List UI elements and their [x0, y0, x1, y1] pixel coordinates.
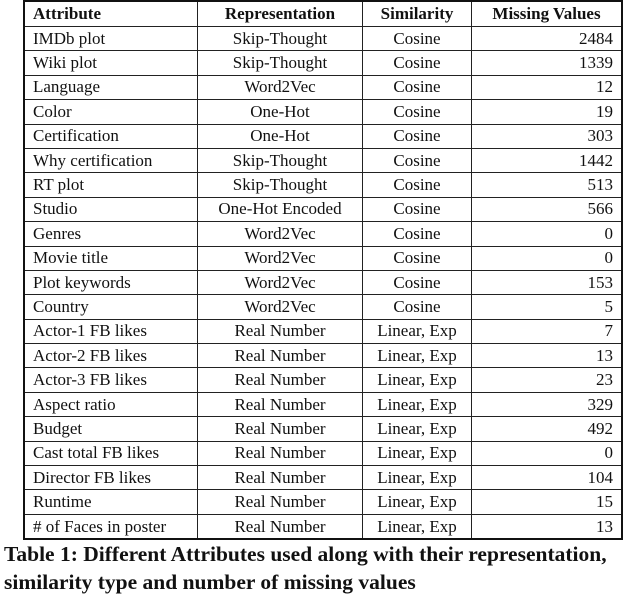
header-attribute: Attribute — [24, 1, 198, 27]
table-row — [24, 490, 622, 514]
missing-values-cell: 329 — [472, 392, 623, 416]
table-row — [24, 344, 622, 368]
similarity-cell: Cosine — [363, 173, 472, 197]
table-row — [24, 392, 622, 416]
similarity-cell: Cosine — [363, 246, 472, 270]
missing-values-cell: 492 — [472, 417, 623, 441]
missing-values-cell: 7 — [472, 319, 623, 343]
similarity-cell: Linear, Exp — [363, 514, 472, 539]
similarity-cell: Linear, Exp — [363, 417, 472, 441]
representation-cell: Skip-Thought — [198, 51, 363, 75]
missing-values-cell: 513 — [472, 173, 623, 197]
similarity-cell: Linear, Exp — [363, 490, 472, 514]
table-header-row — [24, 1, 622, 27]
attribute-cell: Studio — [24, 197, 198, 221]
table-row — [24, 319, 622, 343]
table-row — [24, 270, 622, 294]
missing-values-cell: 5 — [472, 295, 623, 319]
similarity-cell: Cosine — [363, 270, 472, 294]
similarity-cell: Linear, Exp — [363, 319, 472, 343]
similarity-cell: Cosine — [363, 124, 472, 148]
representation-cell: One-Hot — [198, 124, 363, 148]
representation-cell: Real Number — [198, 344, 363, 368]
representation-cell: Real Number — [198, 441, 363, 465]
table-row — [24, 124, 622, 148]
representation-cell: Skip-Thought — [198, 148, 363, 172]
representation-cell: Word2Vec — [198, 270, 363, 294]
similarity-cell: Cosine — [363, 295, 472, 319]
missing-values-cell: 13 — [472, 344, 623, 368]
table-row — [24, 514, 622, 539]
missing-values-cell: 2484 — [472, 27, 623, 51]
representation-cell: Word2Vec — [198, 75, 363, 99]
representation-cell: One-Hot Encoded — [198, 197, 363, 221]
representation-cell: Real Number — [198, 490, 363, 514]
similarity-cell: Cosine — [363, 27, 472, 51]
table-row — [24, 295, 622, 319]
representation-cell: Word2Vec — [198, 246, 363, 270]
missing-values-cell: 104 — [472, 466, 623, 490]
similarity-cell: Cosine — [363, 75, 472, 99]
missing-values-cell: 566 — [472, 197, 623, 221]
representation-cell: Skip-Thought — [198, 27, 363, 51]
attribute-cell: Certification — [24, 124, 198, 148]
representation-cell: Real Number — [198, 319, 363, 343]
attribute-cell: Movie title — [24, 246, 198, 270]
attribute-cell: # of Faces in poster — [24, 514, 198, 539]
attribute-cell: Actor-1 FB likes — [24, 319, 198, 343]
table-row — [24, 148, 622, 172]
header-missing-values: Missing Values — [472, 1, 623, 27]
similarity-cell: Cosine — [363, 51, 472, 75]
attribute-cell: Wiki plot — [24, 51, 198, 75]
missing-values-cell: 13 — [472, 514, 623, 539]
missing-values-cell: 19 — [472, 100, 623, 124]
attribute-cell: Country — [24, 295, 198, 319]
representation-cell: Word2Vec — [198, 222, 363, 246]
representation-cell: Skip-Thought — [198, 173, 363, 197]
representation-cell: One-Hot — [198, 100, 363, 124]
missing-values-cell: 303 — [472, 124, 623, 148]
table-row — [24, 246, 622, 270]
attribute-cell: Aspect ratio — [24, 392, 198, 416]
table-row — [24, 27, 622, 51]
similarity-cell: Linear, Exp — [363, 466, 472, 490]
table-row — [24, 173, 622, 197]
representation-cell: Real Number — [198, 514, 363, 539]
table-row — [24, 100, 622, 124]
representation-cell: Real Number — [198, 466, 363, 490]
attribute-cell: Actor-2 FB likes — [24, 344, 198, 368]
missing-values-cell: 23 — [472, 368, 623, 392]
missing-values-cell: 0 — [472, 441, 623, 465]
attribute-cell: Plot keywords — [24, 270, 198, 294]
representation-cell: Word2Vec — [198, 295, 363, 319]
attribute-cell: IMDb plot — [24, 27, 198, 51]
attribute-cell: Director FB likes — [24, 466, 198, 490]
missing-values-cell: 12 — [472, 75, 623, 99]
table-row — [24, 222, 622, 246]
table-row — [24, 51, 622, 75]
attribute-cell: Genres — [24, 222, 198, 246]
table-row — [24, 441, 622, 465]
table-row — [24, 466, 622, 490]
attribute-cell: Cast total FB likes — [24, 441, 198, 465]
missing-values-cell: 0 — [472, 246, 623, 270]
similarity-cell: Cosine — [363, 148, 472, 172]
missing-values-cell: 0 — [472, 222, 623, 246]
missing-values-cell: 153 — [472, 270, 623, 294]
table-row — [24, 368, 622, 392]
representation-cell: Real Number — [198, 392, 363, 416]
similarity-cell: Cosine — [363, 100, 472, 124]
attributes-table — [23, 0, 623, 540]
representation-cell: Real Number — [198, 368, 363, 392]
attribute-cell: RT plot — [24, 173, 198, 197]
attribute-cell: Actor-3 FB likes — [24, 368, 198, 392]
header-representation: Representation — [198, 1, 363, 27]
attribute-cell: Why certification — [24, 148, 198, 172]
attribute-cell: Runtime — [24, 490, 198, 514]
missing-values-cell: 1339 — [472, 51, 623, 75]
similarity-cell: Cosine — [363, 222, 472, 246]
attribute-cell: Budget — [24, 417, 198, 441]
similarity-cell: Linear, Exp — [363, 368, 472, 392]
header-similarity: Similarity — [363, 1, 472, 27]
attribute-cell: Color — [24, 100, 198, 124]
missing-values-cell: 15 — [472, 490, 623, 514]
table-row — [24, 197, 622, 221]
table-row — [24, 75, 622, 99]
similarity-cell: Cosine — [363, 197, 472, 221]
similarity-cell: Linear, Exp — [363, 441, 472, 465]
attribute-cell: Language — [24, 75, 198, 99]
table-row — [24, 417, 622, 441]
similarity-cell: Linear, Exp — [363, 392, 472, 416]
table-caption: Table 1: Different Attributes used along with their representation, similarity type and number of missing values — [4, 542, 607, 594]
missing-values-cell: 1442 — [472, 148, 623, 172]
similarity-cell: Linear, Exp — [363, 344, 472, 368]
representation-cell: Real Number — [198, 417, 363, 441]
